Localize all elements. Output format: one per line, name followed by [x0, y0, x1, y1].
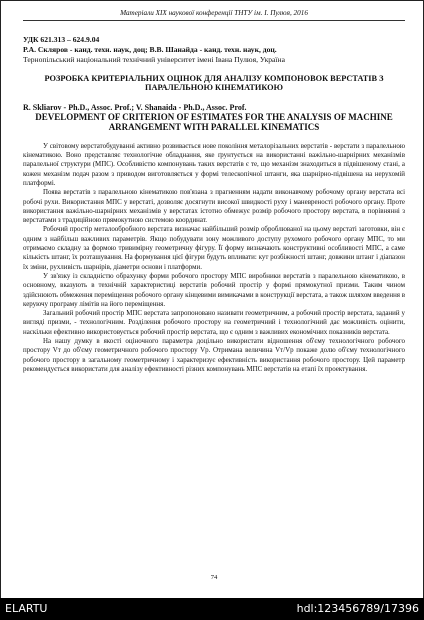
body-text: [23, 142, 405, 374]
authors-english: R. Skliarov - Ph.D., Assoc. Prof.; V. Shanaida - Ph.D., Assoc. Prof.: [23, 102, 247, 112]
repository-footer: [0, 598, 424, 620]
paragraph: У світовому верстатобудуванні активно розвивається нове покоління металорізальних верстатів - верстати з паралельною кінематикою. Воно представляє технологічне обладнання, яке ґрунтується на використанні важільно-шарнірних механізмів паралельної структури (МПС). Особливістю компонувань таких верстатів є те, що механізм знаходиться в підвішеному стані, а кожен механізм подач разом з приводом виготовляється у формі телескопічної штанги, яка шарнірно-підвішена на нерухомій платформі.: [23, 141, 405, 187]
authors-ukrainian: Р.А. Скляров - канд. техн. наук, доц; В.В. Шанайда - канд. техн. наук, доц.: [23, 45, 277, 54]
udc-code: УДК 621.313 – 624.9.04: [23, 35, 100, 44]
running-head: Матеріали ХІХ наукової конференції ТНТУ ім. І. Пулюя, 2016: [23, 9, 405, 21]
page-number: 74: [210, 574, 218, 581]
paper-page: [23, 9, 406, 581]
handle-id: hdl:123456789/17396: [296, 602, 419, 615]
paragraph: У зв'язку із складністю обрахунку форми робочого простору МПС виробники верстатів з паралельною кінематикою, в основному, вказують в технічній характеристиці верстатів робочий простір у формі прямокутної призми. Таким чином здійснюють обмеження переміщення робочого органу кінцевими вимикачами в конструкції верстата, а також шляхом введення в керуючу програму лімітів на його переміщення.: [23, 271, 406, 308]
paragraph: Загальний робочий простір МПС верстата запропоновано називати геометричним, а робочий простір верстата, заданий у вигляді призми, - технологічним. Розділення робочого простору на геометричний і технологічний дає можливість оцінити, наскільки ефективно використовується робочий простір верстата, що є одним з важливих економічних показників верстата.: [23, 309, 405, 336]
affiliation: Тернопільський національний технічний університет імені Івана Пулюя, Україна: [23, 55, 285, 64]
paragraph: На нашу думку в якості оціночного параметра доцільно використати відношення об'єму технологічного робочого простору Vт до об'єму геометричного робочого простору Vр. Отримана величина Vт/Vр покаже долю об'єму технологічного робочого простору в загальному геометричному і характеризує ефективність використання робочого простору. Цей параметр рекомендується використати для аналізу ефективності різних компонувань МПС верстатів на етапі їх проектування.: [23, 337, 405, 373]
repository-name: ELARTU: [5, 602, 48, 615]
paragraph: Поява верстатів з паралельною кінематикою пов'язана з прагненням надати виконавчому робочому органу верстата всі робочі рухи. Використання МПС у верстаті, дозволяє досягнути високої швидкості руху і маневреності робочого органу. Проте використання важільно-шарнірних механізмів у верстатах істотно обмежує розмір робочого простору верстата, в порівнянні з верстатами з традиційною прямокутною системою координат.: [23, 188, 405, 225]
paragraph: Робочий простір металообробного верстата визначає найбільший розмір оброблюваної на цьому верстаті заготовки, він є одним з найбільш важливих параметрів. Якщо побудувати зону можливого доступу рухомого робочого органу МПС, то ми отримаємо складну за формою тривимірну геометричну фігуру. Її форму визначають конструктивні особливості МПС, а саме кількість штанг, їх розташування. На формування цієї фігури будуть впливати: кут розбіжності штанг, довжини штанг і діапазон їх зміни, рухливість шарнірів, діаметри основи і платформи.: [23, 225, 405, 271]
title-english: DEVELOPMENT OF CRITERION OF ESTIMATES FOR THE ANALYSIS OF MACHINE ARRANGEMENT WITH PARALLEL KINEMATICS: [35, 111, 393, 132]
title-ukrainian: РОЗРОБКА КРИТЕРІАЛЬНИХ ОЦІНОК ДЛЯ АНАЛІЗУ КОМПОНОВОК ВЕРСТАТІВ З ПАРАЛЕЛЬНОЮ КІНЕМАТИКОЮ: [44, 74, 384, 93]
